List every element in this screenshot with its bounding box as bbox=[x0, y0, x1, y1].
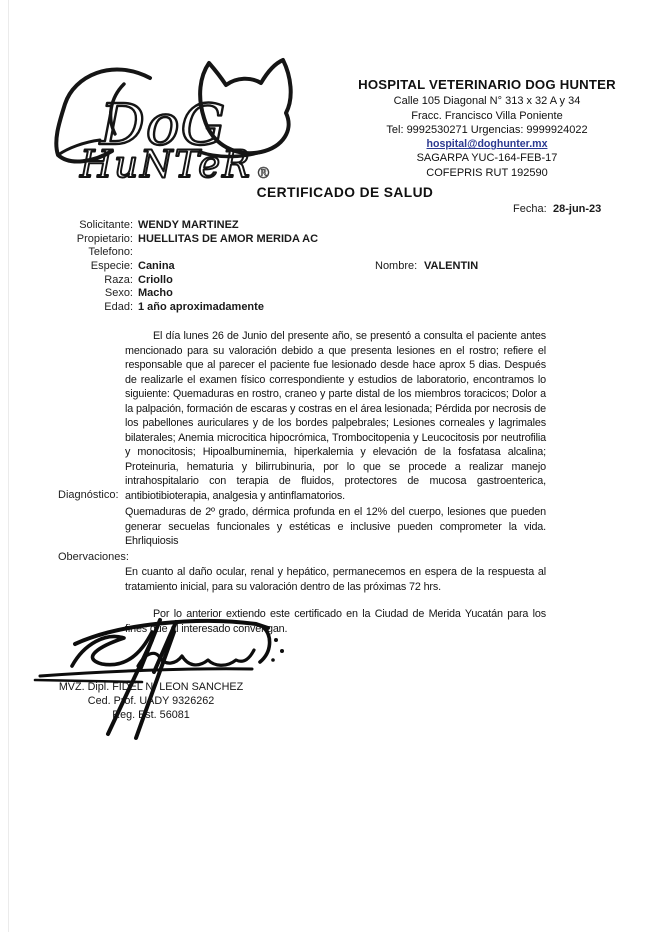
patient-row-especie bbox=[0, 260, 660, 274]
field-value: WENDY MARTINEZ bbox=[138, 219, 239, 231]
patient-row-propietario bbox=[0, 233, 660, 247]
hospital-name: HOSPITAL VETERINARIO DOG HUNTER bbox=[358, 77, 616, 92]
field-value: Criollo bbox=[138, 274, 173, 286]
patient-row-sexo bbox=[0, 287, 660, 301]
date-label: Fecha: bbox=[513, 203, 547, 215]
diagnosis-text: Quemaduras de 2º grado, dérmica profunda en el 12% del cuerpo, lesiones que pueden generar secuelas funcionales y estéticas e inclusive pueden comprometer la vida. Ehrliquiosis bbox=[125, 506, 546, 548]
closing-paragraph: Por lo anterior extiendo este certificado en la Ciudad de Merida Yucatán para los fines que al interesado convengan. bbox=[125, 608, 546, 635]
field-label: Solicitante: bbox=[79, 219, 133, 231]
dog-hunter-logo-icon bbox=[50, 56, 298, 182]
registered-trademark-icon: ® bbox=[256, 164, 271, 182]
hospital-cofepris: COFEPRIS RUT 192590 bbox=[426, 166, 548, 179]
veterinarian-cedula: Ced. Prof. UADY 9326262 bbox=[87, 695, 215, 707]
name-value: VALENTIN bbox=[424, 260, 479, 272]
field-label: Especie: bbox=[90, 260, 133, 272]
hospital-header bbox=[322, 78, 652, 180]
dog-hunter-logo bbox=[50, 56, 298, 182]
observations-text: En cuanto al daño ocular, renal y hepático, permanecemos en espera de la respuesta al tratamiento inicial, para su valoración dentro de las próximas 72 hrs. bbox=[125, 566, 546, 593]
field-value: Macho bbox=[138, 287, 173, 299]
document-title: CERTIFICADO DE SALUD bbox=[256, 185, 434, 200]
hospital-phones: Tel: 9992530271 Urgencias: 9999924022 bbox=[386, 123, 588, 136]
date-value: 28-jun-23 bbox=[553, 203, 602, 215]
field-label: Telefono: bbox=[88, 246, 133, 258]
clinical-findings-paragraph: El día lunes 26 de Junio del presente año, se presentó a consulta el paciente antes mencionado para su valoración debido a que presenta lesiones en el rostro; refiere el responsable que al parecer el paciente fue lesionado desde hace aprox 5 dias. Después de realizarle el examen físico correspondiente y estudios de laboratorio, encontramos lo siguiente: Quemaduras en rostro, craneo y parte distal de los miembros toracicos; Dolor a la palpación, formación de escaras y costras en el área lesionada; Pérdida por necrosis de los pabellones auriculares y de los bordes palpebrales; Lesiones corneales y lagrimales bilaterales; Anemia microcitica hipocrómica, Trombocitopenia y Leucocitosis por neutrofilia y monocitosis; Hipoalbuminemia, hiperkalemia y elevación de la fosfatasa alcalina; Proteinuria, hematuria y bilirrubinuria, por lo que se procede a realizar manejo intrahospitalario con terapia de fluidos, protectores de mucosa gastroenterica, antibiotibioterapia, analgesia y antinflamatorios. bbox=[125, 330, 546, 503]
field-label: Propietario: bbox=[76, 233, 133, 245]
scan-edge-artifact bbox=[8, 0, 9, 932]
field-label: Raza: bbox=[104, 274, 133, 286]
field-value: 1 año aproximadamente bbox=[138, 301, 264, 313]
logo-word-hunter: HuNTeR bbox=[80, 143, 253, 182]
veterinarian-registration: Reg. Est. 56081 bbox=[112, 709, 190, 721]
patient-row-edad bbox=[0, 301, 660, 315]
name-label: Nombre: bbox=[375, 260, 418, 272]
field-label: Edad: bbox=[104, 301, 133, 313]
hospital-sagarpa: SAGARPA YUC-164-FEB-17 bbox=[416, 152, 558, 165]
patient-row-telefono bbox=[0, 246, 660, 260]
hospital-address-line2: Fracc. Francisco Villa Poniente bbox=[411, 109, 563, 122]
diagnosis-label: Diagnóstico: bbox=[58, 489, 119, 501]
field-value: Canina bbox=[138, 260, 175, 272]
patient-row-raza bbox=[0, 274, 660, 288]
field-label: Sexo: bbox=[104, 287, 133, 299]
field-value: HUELLITAS DE AMOR MERIDA AC bbox=[138, 233, 319, 245]
signature-icon bbox=[28, 614, 328, 742]
hospital-address-line1: Calle 105 Diagonal N° 313 x 32 A y 34 bbox=[393, 95, 581, 108]
patient-row-solicitante bbox=[0, 219, 660, 233]
observations-label: Obervaciones: bbox=[58, 551, 129, 563]
hospital-email-link[interactable]: hospital@doghunter.mx bbox=[426, 138, 548, 151]
logo-word-dog: DoG bbox=[100, 93, 227, 158]
veterinarian-name: MVZ. Dipl. FIDEL N. LEON SANCHEZ bbox=[58, 681, 244, 693]
